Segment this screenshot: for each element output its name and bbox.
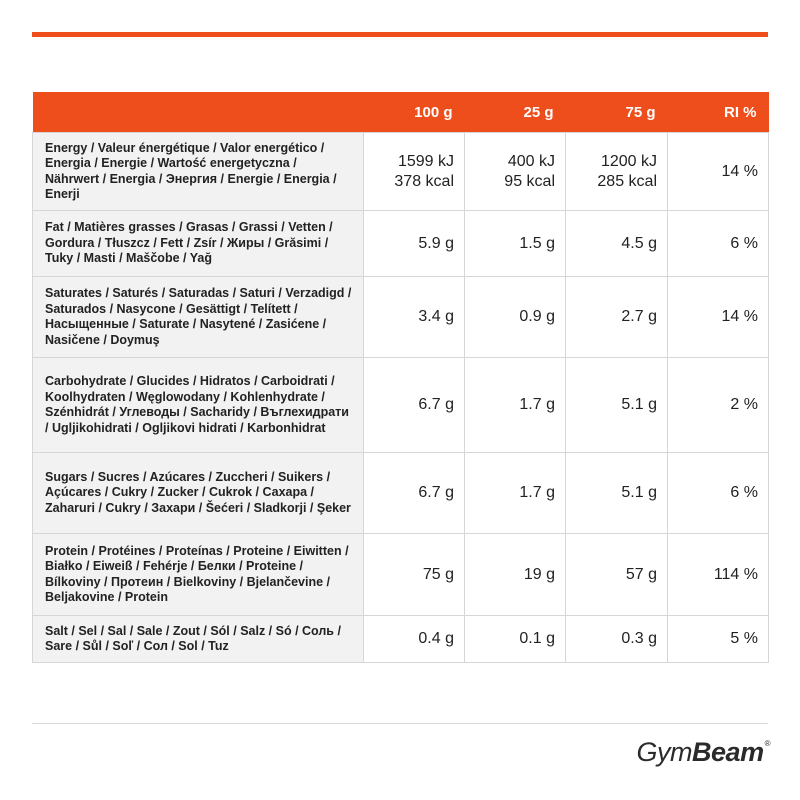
nutrient-label: Saturates / Saturés / Saturadas / Saturi / Verzadigd / Saturados / Nasycone / Gesättigt / Telített / Насыщенные / Saturate / Nasytené / Zasićene / Nasičene / Doymuş bbox=[33, 277, 364, 358]
value-cell-v75 bbox=[566, 358, 668, 453]
value-text: 0.3 g bbox=[621, 630, 657, 647]
value-cell-v100 bbox=[364, 534, 465, 616]
header-col-75g: 75 g bbox=[566, 92, 668, 133]
nutrient-label: Fat / Matières grasses / Grasas / Grassi / Vetten / Gordura / Tłuszcz / Fett / Zsír / Жиры / Grăsimi / Tuky / Masti / Maščobe / Yağ bbox=[33, 211, 364, 277]
value-text: 1.5 g bbox=[519, 234, 555, 252]
ri-percent-cell: 6 % bbox=[668, 211, 769, 277]
value-cell-v25 bbox=[465, 211, 566, 277]
value-cell-v100 bbox=[364, 133, 465, 211]
value-cell-v75 bbox=[566, 616, 668, 663]
ri-percent-cell: 6 % bbox=[668, 453, 769, 534]
nutrient-label: Carbohydrate / Glucides / Hidratos / Carboidrati / Koolhydraten / Węglowodany / Kohlenhydrate / Szénhidrát / Углеводы / Sacharidy / Въглехидрати / Ugljikohidrati / Ogljikovi hidrati / Karbonhidrat bbox=[33, 358, 364, 453]
value-cell-v25 bbox=[465, 277, 566, 358]
table-row bbox=[33, 534, 769, 616]
value-text: 5.1 g bbox=[621, 484, 657, 501]
value-cell-v100 bbox=[364, 277, 465, 358]
value-cell-v75 bbox=[566, 133, 668, 211]
registered-mark: ® bbox=[764, 739, 770, 748]
value-text: 75 g bbox=[422, 565, 454, 583]
table-row bbox=[33, 616, 769, 663]
value-text: 19 g bbox=[523, 565, 555, 583]
value-cell-v100 bbox=[364, 453, 465, 534]
logo-text-regular: Gym bbox=[636, 736, 693, 767]
ri-percent-cell: 14 % bbox=[668, 277, 769, 358]
value-text: 285 kcal bbox=[597, 172, 657, 190]
header-col-ri: RI % bbox=[668, 92, 769, 133]
value-cell-v75 bbox=[566, 277, 668, 358]
ri-percent-cell: 14 % bbox=[668, 133, 769, 211]
value-text: 378 kcal bbox=[394, 172, 454, 190]
value-cell-v25 bbox=[465, 133, 566, 211]
gymbeam-logo bbox=[637, 733, 770, 771]
value-text: 6.7 g bbox=[418, 484, 454, 501]
header-col-100g: 100 g bbox=[364, 92, 465, 133]
bottom-divider bbox=[32, 723, 768, 724]
logo-text-bold: Beam bbox=[692, 736, 764, 767]
table-row bbox=[33, 277, 769, 358]
value-text: 57 g bbox=[625, 565, 657, 583]
value-text: 1200 kJ bbox=[600, 152, 657, 170]
value-cell-v75 bbox=[566, 534, 668, 616]
top-accent-rule bbox=[32, 32, 768, 37]
table-row bbox=[33, 133, 769, 211]
value-text: 5.1 g bbox=[621, 396, 657, 413]
ri-percent-cell: 5 % bbox=[668, 616, 769, 663]
ri-percent-cell: 2 % bbox=[668, 358, 769, 453]
value-text: 3.4 g bbox=[418, 308, 454, 325]
header-label-cell bbox=[33, 92, 364, 133]
value-cell-v25 bbox=[465, 358, 566, 453]
value-text: 2.7 g bbox=[621, 308, 657, 325]
value-cell-v100 bbox=[364, 616, 465, 663]
value-text: 5.9 g bbox=[418, 234, 454, 252]
value-text: 4.5 g bbox=[621, 234, 657, 252]
ri-percent-cell: 114 % bbox=[668, 534, 769, 616]
value-cell-v25 bbox=[465, 616, 566, 663]
value-text: 0.1 g bbox=[519, 630, 555, 647]
value-text: 0.4 g bbox=[418, 630, 454, 647]
nutrient-label: Protein / Protéines / Proteínas / Proteine / Eiwitten / Białko / Eiweiß / Fehérje / Белки / Proteine / Bílkoviny / Протеин / Bielkoviny / Bjelančevine / Beljakovine / Protein bbox=[33, 534, 364, 616]
nutrient-label: Sugars / Sucres / Azúcares / Zuccheri / Suikers / Açúcares / Cukry / Zucker / Cukrok / Сахара / Zaharuri / Cukry / Захари / Šećeri / Sladkorji / Şeker bbox=[33, 453, 364, 534]
header-row bbox=[33, 92, 769, 133]
value-cell-v100 bbox=[364, 211, 465, 277]
table-row bbox=[33, 453, 769, 534]
value-text: 1.7 g bbox=[519, 396, 555, 413]
value-text: 1.7 g bbox=[519, 484, 555, 501]
value-text: 400 kJ bbox=[507, 152, 555, 170]
value-cell-v75 bbox=[566, 453, 668, 534]
value-text: 6.7 g bbox=[418, 396, 454, 413]
value-cell-v100 bbox=[364, 358, 465, 453]
value-cell-v25 bbox=[465, 453, 566, 534]
value-text: 1599 kJ bbox=[397, 152, 454, 170]
nutrient-label: Energy / Valeur énergétique / Valor energético / Energia / Energie / Wartość energetyczna / Nährwert / Energia / Энергия / Energie / Energia / Enerji bbox=[33, 133, 364, 211]
value-text: 0.9 g bbox=[519, 308, 555, 325]
table-row bbox=[33, 211, 769, 277]
nutrition-table bbox=[32, 92, 769, 663]
header-col-25g: 25 g bbox=[465, 92, 566, 133]
value-cell-v75 bbox=[566, 211, 668, 277]
table-row bbox=[33, 358, 769, 453]
nutrient-label: Salt / Sel / Sal / Sale / Zout / Sól / Salz / Só / Соль / Sare / Sůl / Soľ / Сол / Sol / Tuz bbox=[33, 616, 364, 663]
value-cell-v25 bbox=[465, 534, 566, 616]
value-text: 95 kcal bbox=[504, 172, 555, 190]
